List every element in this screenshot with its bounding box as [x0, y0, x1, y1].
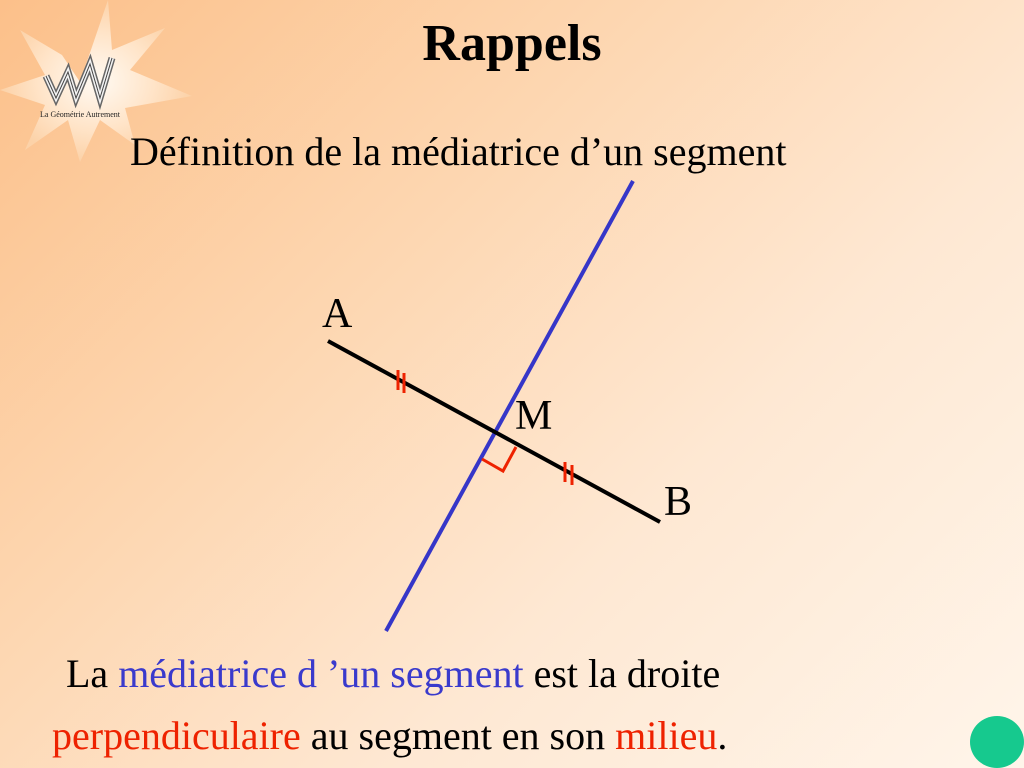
page-subtitle: Définition de la médiatrice d’un segment: [130, 129, 787, 174]
bisector-line: [386, 181, 633, 631]
definition-part-1: La: [66, 651, 119, 696]
next-slide-button[interactable]: [970, 716, 1024, 768]
logo-caption: La Géométrie Autrement: [40, 110, 120, 119]
point-label-m: M: [515, 393, 553, 439]
definition-part-2: est la droite: [523, 651, 721, 696]
page-title: Rappels: [422, 15, 602, 72]
segment-ab: [328, 341, 660, 522]
point-label-b: B: [664, 479, 693, 525]
point-label-a: A: [322, 291, 353, 337]
definition-line-2: [52, 712, 727, 759]
definition-line-1: [66, 650, 720, 697]
definition-part-3: au segment en son: [300, 713, 616, 758]
term-milieu: milieu: [615, 713, 718, 758]
definition-part-4: .: [717, 713, 728, 758]
term-mediatrice: médiatrice d ’un segment: [118, 651, 524, 696]
term-perpendiculaire: perpendiculaire: [52, 713, 301, 758]
